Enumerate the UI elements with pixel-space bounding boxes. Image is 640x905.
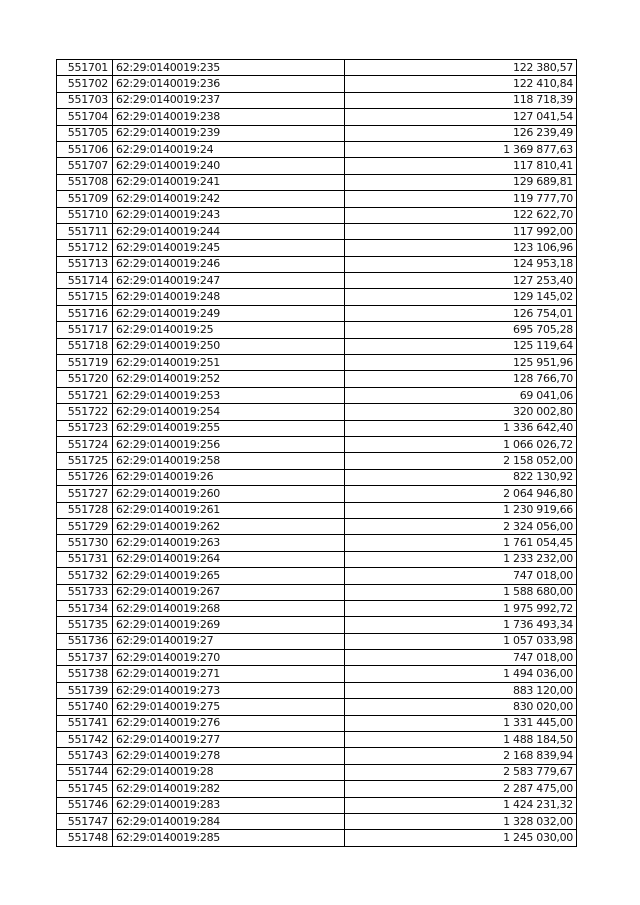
row-number-cell: 551728 — [57, 502, 113, 518]
table-row — [57, 305, 577, 321]
table-row — [57, 223, 577, 239]
cadastral-value-cell: 2 287 475,00 — [345, 781, 577, 797]
cadastral-value-cell: 122 380,57 — [345, 60, 577, 76]
cadastral-number-cell: 62:29:0140019:276 — [113, 715, 345, 731]
row-number-cell: 551718 — [57, 338, 113, 354]
row-number-cell: 551722 — [57, 404, 113, 420]
cadastral-number-cell: 62:29:0140019:249 — [113, 305, 345, 321]
cadastral-value-cell: 1 328 032,00 — [345, 813, 577, 829]
table-row — [57, 732, 577, 748]
cadastral-value-cell: 1 424 231,32 — [345, 797, 577, 813]
table-row — [57, 158, 577, 174]
row-number-cell: 551720 — [57, 371, 113, 387]
cadastral-number-cell: 62:29:0140019:248 — [113, 289, 345, 305]
table-row — [57, 469, 577, 485]
row-number-cell: 551735 — [57, 617, 113, 633]
row-number-cell: 551729 — [57, 518, 113, 534]
table-row — [57, 338, 577, 354]
cadastral-number-cell: 62:29:0140019:278 — [113, 748, 345, 764]
cadastral-number-cell: 62:29:0140019:265 — [113, 568, 345, 584]
cadastral-value-cell: 124 953,18 — [345, 256, 577, 272]
table-row — [57, 92, 577, 108]
cadastral-number-cell: 62:29:0140019:251 — [113, 355, 345, 371]
cadastral-value-cell: 127 041,54 — [345, 109, 577, 125]
table-row — [57, 387, 577, 403]
cadastral-number-cell: 62:29:0140019:275 — [113, 699, 345, 715]
row-number-cell: 551732 — [57, 568, 113, 584]
cadastral-number-cell: 62:29:0140019:256 — [113, 436, 345, 452]
table-row — [57, 125, 577, 141]
cadastral-number-cell: 62:29:0140019:270 — [113, 650, 345, 666]
cadastral-number-cell: 62:29:0140019:263 — [113, 535, 345, 551]
table-row — [57, 486, 577, 502]
cadastral-value-cell: 1 736 493,34 — [345, 617, 577, 633]
cadastral-value-cell: 695 705,28 — [345, 322, 577, 338]
table-row — [57, 141, 577, 157]
table-row — [57, 568, 577, 584]
cadastral-number-cell: 62:29:0140019:27 — [113, 633, 345, 649]
cadastral-value-cell: 1 588 680,00 — [345, 584, 577, 600]
table-row — [57, 797, 577, 813]
row-number-cell: 551748 — [57, 830, 113, 846]
table-row — [57, 355, 577, 371]
row-number-cell: 551710 — [57, 207, 113, 223]
row-number-cell: 551723 — [57, 420, 113, 436]
cadastral-number-cell: 62:29:0140019:26 — [113, 469, 345, 485]
cadastral-value-cell: 830 020,00 — [345, 699, 577, 715]
table-row — [57, 715, 577, 731]
row-number-cell: 551708 — [57, 174, 113, 190]
row-number-cell: 551705 — [57, 125, 113, 141]
cadastral-number-cell: 62:29:0140019:284 — [113, 813, 345, 829]
cadastral-value-cell: 1 975 992,72 — [345, 600, 577, 616]
row-number-cell: 551727 — [57, 486, 113, 502]
cadastral-number-cell: 62:29:0140019:252 — [113, 371, 345, 387]
table-row — [57, 453, 577, 469]
cadastral-value-cell: 747 018,00 — [345, 650, 577, 666]
table-row — [57, 518, 577, 534]
cadastral-value-cell: 883 120,00 — [345, 682, 577, 698]
row-number-cell: 551746 — [57, 797, 113, 813]
cadastral-number-cell: 62:29:0140019:246 — [113, 256, 345, 272]
cadastral-value-cell: 1 245 030,00 — [345, 830, 577, 846]
cadastral-value-cell: 129 145,02 — [345, 289, 577, 305]
cadastral-number-cell: 62:29:0140019:273 — [113, 682, 345, 698]
cadastral-value-cell: 1 336 642,40 — [345, 420, 577, 436]
cadastral-value-cell: 123 106,96 — [345, 240, 577, 256]
table-row — [57, 502, 577, 518]
cadastral-number-cell: 62:29:0140019:235 — [113, 60, 345, 76]
cadastral-value-cell: 127 253,40 — [345, 273, 577, 289]
table-row — [57, 109, 577, 125]
cadastral-value-cell: 122 410,84 — [345, 76, 577, 92]
row-number-cell: 551703 — [57, 92, 113, 108]
cadastral-number-cell: 62:29:0140019:24 — [113, 141, 345, 157]
cadastral-value-cell: 1 057 033,98 — [345, 633, 577, 649]
table-row — [57, 207, 577, 223]
row-number-cell: 551737 — [57, 650, 113, 666]
cadastral-value-cell: 1 066 026,72 — [345, 436, 577, 452]
row-number-cell: 551730 — [57, 535, 113, 551]
table-row — [57, 584, 577, 600]
cadastral-number-cell: 62:29:0140019:261 — [113, 502, 345, 518]
table-row — [57, 174, 577, 190]
cadastral-value-cell: 2 583 779,67 — [345, 764, 577, 780]
row-number-cell: 551738 — [57, 666, 113, 682]
cadastral-value-cell: 320 002,80 — [345, 404, 577, 420]
cadastral-value-cell: 1 761 054,45 — [345, 535, 577, 551]
cadastral-number-cell: 62:29:0140019:240 — [113, 158, 345, 174]
cadastral-number-cell: 62:29:0140019:236 — [113, 76, 345, 92]
row-number-cell: 551743 — [57, 748, 113, 764]
cadastral-value-cell: 1 331 445,00 — [345, 715, 577, 731]
row-number-cell: 551724 — [57, 436, 113, 452]
cadastral-value-cell: 119 777,70 — [345, 191, 577, 207]
table-row — [57, 813, 577, 829]
cadastral-value-cell: 125 951,96 — [345, 355, 577, 371]
row-number-cell: 551721 — [57, 387, 113, 403]
table-row — [57, 748, 577, 764]
cadastral-number-cell: 62:29:0140019:254 — [113, 404, 345, 420]
table-row — [57, 617, 577, 633]
row-number-cell: 551711 — [57, 223, 113, 239]
table-row — [57, 600, 577, 616]
cadastral-number-cell: 62:29:0140019:241 — [113, 174, 345, 190]
row-number-cell: 551740 — [57, 699, 113, 715]
cadastral-number-cell: 62:29:0140019:245 — [113, 240, 345, 256]
row-number-cell: 551707 — [57, 158, 113, 174]
table-row — [57, 682, 577, 698]
cadastral-number-cell: 62:29:0140019:238 — [113, 109, 345, 125]
table-row — [57, 273, 577, 289]
cadastral-number-cell: 62:29:0140019:237 — [113, 92, 345, 108]
table-row — [57, 633, 577, 649]
table-row — [57, 551, 577, 567]
cadastral-value-cell: 126 239,49 — [345, 125, 577, 141]
row-number-cell: 551744 — [57, 764, 113, 780]
cadastral-value-cell: 117 992,00 — [345, 223, 577, 239]
cadastral-value-cell: 1 230 919,66 — [345, 502, 577, 518]
cadastral-value-cell: 2 324 056,00 — [345, 518, 577, 534]
cadastral-number-cell: 62:29:0140019:258 — [113, 453, 345, 469]
row-number-cell: 551702 — [57, 76, 113, 92]
cadastral-number-cell: 62:29:0140019:277 — [113, 732, 345, 748]
cadastral-value-cell: 2 064 946,80 — [345, 486, 577, 502]
table-row — [57, 436, 577, 452]
row-number-cell: 551713 — [57, 256, 113, 272]
row-number-cell: 551745 — [57, 781, 113, 797]
row-number-cell: 551709 — [57, 191, 113, 207]
row-number-cell: 551717 — [57, 322, 113, 338]
table-body — [57, 60, 577, 847]
row-number-cell: 551704 — [57, 109, 113, 125]
cadastral-number-cell: 62:29:0140019:267 — [113, 584, 345, 600]
cadastral-value-cell: 118 718,39 — [345, 92, 577, 108]
row-number-cell: 551716 — [57, 305, 113, 321]
cadastral-value-cell: 747 018,00 — [345, 568, 577, 584]
table-row — [57, 322, 577, 338]
table-row — [57, 76, 577, 92]
cadastral-number-cell: 62:29:0140019:283 — [113, 797, 345, 813]
table-row — [57, 191, 577, 207]
cadastral-number-cell: 62:29:0140019:269 — [113, 617, 345, 633]
cadastral-number-cell: 62:29:0140019:247 — [113, 273, 345, 289]
cadastral-number-cell: 62:29:0140019:25 — [113, 322, 345, 338]
row-number-cell: 551741 — [57, 715, 113, 731]
row-number-cell: 551706 — [57, 141, 113, 157]
row-number-cell: 551747 — [57, 813, 113, 829]
cadastral-number-cell: 62:29:0140019:253 — [113, 387, 345, 403]
table-row — [57, 371, 577, 387]
cadastral-value-cell: 122 622,70 — [345, 207, 577, 223]
cadastral-number-cell: 62:29:0140019:262 — [113, 518, 345, 534]
cadastral-number-cell: 62:29:0140019:243 — [113, 207, 345, 223]
row-number-cell: 551736 — [57, 633, 113, 649]
cadastral-number-cell: 62:29:0140019:250 — [113, 338, 345, 354]
cadastral-number-cell: 62:29:0140019:260 — [113, 486, 345, 502]
cadastral-value-cell: 125 119,64 — [345, 338, 577, 354]
table-row — [57, 781, 577, 797]
table-row — [57, 764, 577, 780]
table-row — [57, 60, 577, 76]
row-number-cell: 551701 — [57, 60, 113, 76]
cadastral-number-cell: 62:29:0140019:28 — [113, 764, 345, 780]
cadastral-value-cell: 1 369 877,63 — [345, 141, 577, 157]
row-number-cell: 551725 — [57, 453, 113, 469]
row-number-cell: 551726 — [57, 469, 113, 485]
row-number-cell: 551731 — [57, 551, 113, 567]
table-row — [57, 830, 577, 846]
cadastral-value-cell: 2 158 052,00 — [345, 453, 577, 469]
row-number-cell: 551719 — [57, 355, 113, 371]
row-number-cell: 551714 — [57, 273, 113, 289]
table-row — [57, 666, 577, 682]
cadastral-number-cell: 62:29:0140019:282 — [113, 781, 345, 797]
table-row — [57, 404, 577, 420]
cadastral-value-cell: 822 130,92 — [345, 469, 577, 485]
table-row — [57, 650, 577, 666]
row-number-cell: 551742 — [57, 732, 113, 748]
cadastral-number-cell: 62:29:0140019:268 — [113, 600, 345, 616]
cadastral-number-cell: 62:29:0140019:285 — [113, 830, 345, 846]
table-row — [57, 535, 577, 551]
cadastral-number-cell: 62:29:0140019:264 — [113, 551, 345, 567]
table-row — [57, 240, 577, 256]
cadastral-number-cell: 62:29:0140019:244 — [113, 223, 345, 239]
cadastral-value-cell: 117 810,41 — [345, 158, 577, 174]
cadastral-number-cell: 62:29:0140019:242 — [113, 191, 345, 207]
row-number-cell: 551734 — [57, 600, 113, 616]
cadastral-value-cell: 128 766,70 — [345, 371, 577, 387]
cadastral-number-cell: 62:29:0140019:239 — [113, 125, 345, 141]
row-number-cell: 551733 — [57, 584, 113, 600]
cadastral-number-cell: 62:29:0140019:271 — [113, 666, 345, 682]
table-row — [57, 699, 577, 715]
cadastral-value-cell: 69 041,06 — [345, 387, 577, 403]
row-number-cell: 551712 — [57, 240, 113, 256]
row-number-cell: 551739 — [57, 682, 113, 698]
cadastral-value-cell: 1 488 184,50 — [345, 732, 577, 748]
cadastral-value-cell: 1 233 232,00 — [345, 551, 577, 567]
row-number-cell: 551715 — [57, 289, 113, 305]
cadastral-value-cell: 1 494 036,00 — [345, 666, 577, 682]
cadastral-value-table — [56, 59, 577, 847]
table-row — [57, 289, 577, 305]
cadastral-value-cell: 129 689,81 — [345, 174, 577, 190]
cadastral-value-cell: 2 168 839,94 — [345, 748, 577, 764]
cadastral-number-cell: 62:29:0140019:255 — [113, 420, 345, 436]
table-row — [57, 420, 577, 436]
table-row — [57, 256, 577, 272]
cadastral-value-cell: 126 754,01 — [345, 305, 577, 321]
